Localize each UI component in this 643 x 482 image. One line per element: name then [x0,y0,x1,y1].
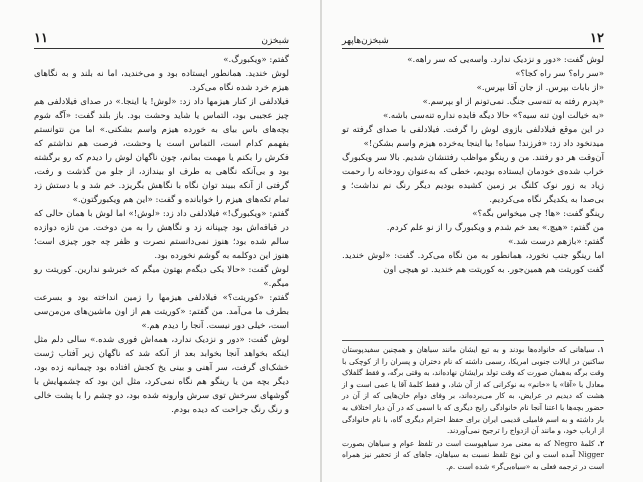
right-page [322,0,643,482]
header-rule [342,48,604,49]
paragraph: من گفتم: «هیچ.» بعد خم شدم و ویکبورگ را از نو علم کردم. [386,223,604,233]
running-title: شبخزن‌ها‌پهر [342,36,389,46]
header-rule [34,48,289,49]
paragraph: رینگو گفت: «ها! چی میخواس بگه؟» [472,209,604,219]
paragraph: آن‌وقت هر دو رفتند. من و رینگو مواظب رفتنشان شدیم. بالا سر ویکبورگ خراب شده‌ی خودمان ایستاده بودیم، خطی که به‌عنوان رودخانه را رحمت زیاد به زور نوک کلنگ بر زمین کشیده بودیم دیگر رنگ نم نداشت؛ و بی‌صدا به یکدیگر نگاه می‌کردیم. [342,153,604,205]
paragraph: فیلادلفی از کنار هیزمها داد زد: «لوش! یا اینجا.» در صدای فیلادلفی هم چیز عجیبی بود، التماس یا شاید وحشت بود. باز بلند گفت: «آگه شوم بچه‌های باس بیای به خورده هیزم واسم بشکنی.» اما من نتوانستم بفهمم کدام است، التماس است یا وحشت، فرصت هم نداشتم که فکرش را بکنم یا مهمت بمانم، چون ناگهان لوش را دیدم که رو برگشته بود و بی‌آنکه نگاهی به طرف او بیندازد، از جلو من گذشت و رفت، گرفتی از آنکه ببیند توان نگاه با نگاهش بگریزد. خم شد و با دستش زد تمام تکه‌های هیزم را خوابانده و گفت: «این هم ویکبورگتون.» [34,97,289,205]
paragraph: «به خیالت اون تنه سیه؟» حالا دیگه فایده نداره تنه‌سی باشه.» [382,111,604,121]
right-page-header [342,30,604,46]
paragraph: «سر راه؟ سر راه کجا؟» [515,69,604,79]
paragraph: لوش گفت: «دور و نزدیک ندارد، همه‌اش فوری شده.» سالی دلم مثل اینکه بخواهد آنجا بخوابد بعد از آنکه شد که ناگهان زیر آفتاب ژست خشک‌ای گرفت، سر آهنی و بینی یخ کجش افتاده بود چیمانیه زده بود، دیگر بچه من یا رینگو هم نگاه نمی‌کرد، مثل این بود که چشمهایش با گوشهای سرخش توی سرش وارونه شده بود، دو چشم را با پشت خالی و رنگ رنگ جراحت که دیده بودم. [34,335,289,415]
paragraph: گفتم: «ویکبورگ.» [223,55,289,65]
page-number: ۱۲ [590,31,604,46]
page-number: ۱۱ [34,31,48,46]
paragraph: گفتم: «کوریتت؟» فیلادلفی هیزمها را زمین انداخته بود و بسرعت بطرف ما می‌آمد. من گفتم: «کوریتت هم از اون ماشین‌های من‌من‌سی است، خیلی دور نیست. آنجا را دیدم هم.» [34,293,289,331]
left-page [0,0,321,482]
footnote-number: ۱. [597,345,604,354]
paragraph: گفتم: «بازهم درست شد.» [508,237,604,247]
paragraph: گفتم: «ویکبورگ!» فیلادلفی داد زد: «لوش!» اما لوش با همان حالی که در قیافه‌اش بود چیپنانه زد و نگاهش را به من دوخت. من تازه دوازده سالم شده بود؛ هنوز نمی‌دانستم نصرت و ظفر چه جور چیزی است؛ هنوز این دوکلمه به گوشم نخورده بود. [34,209,289,261]
footnotes [342,344,604,474]
footnote-text: سیاهانی که خانواده‌ها بودند و به تبع ایشان مانند سیاهان و همچنین سفیدپوستان ساکنین در ایالات جنوبی امریکا، رسمی داشته که نام دختران و پسران را از کوچکی با وقت برگه به‌همان صورت که وقت تولد برایشان نهاده‌اند، به وقتی برگه، و فقط گلفلاک معادل با «آقا» یا «خانم» به نوکرانی که از آن شاد، و فقط کلمۀ آقا یا عمی است و از هشت که دیدیم در عرایض، به کار می‌برده‌اند، بر وفای دوام خان‌هایی که از آن در حضور بچه‌ها با اعتنا آنجا نام خانوادگی رایج دیگری که با اسمی که در آن دیار اختلاف به بار داشته و به اسم فامیلی قدیمی ایران برای حفظ احترام دیگری گاه، با نام خانوادگی از ارباب خود، و مانند آن ازدواج را ترجیح نمی‌آوردند. [342,345,604,436]
left-page-header [34,30,289,46]
footnote [342,344,604,437]
paragraph: لوش گفت: «دور و نزدیک ندارد. واسه‌یی که سر راهه.» [407,55,604,65]
paragraph: در این موقع فیلادلفی بازوی لوش را گرفت. فیلادلفی با صدای گرفته تو میدنخود داد زد: «فرزند! سیاه! بیا اینجا یه‌خرده هیزم واسم بشکن!» [342,125,604,149]
paragraph: «پدرم رفته به تنه‌سی جنگ. نمی‌تونم از او بپرسم.» [422,97,604,107]
right-page-body [342,53,604,277]
footnote [342,438,604,473]
running-title: شبخزن [261,36,289,46]
footnote-text: کلمۀ Negro که به معنی مرد سیاهپوست است در تلفظ عوام و سیاهان بصورت Nigger آمده است و این نوع تلفظ نسبت به سیاهان، جاهای که از تحقیر نیز همراه است در ترجمه فعلی به «سیاه‌بی‌گر» شده است .م. [342,438,604,471]
paragraph: اما رینگو جنب نخورد، همانطور به من نگاه می‌کرد. گفت: «لوش خندید. گفت کوریتت هم همین‌جور. به کوریتت هم خندید. تو هیچی اون [342,251,604,275]
footnote-number: ۲. [597,438,604,448]
footnote-rule [342,340,604,341]
left-page-body [34,53,289,417]
paragraph: لوش خندید. همانطور ایستاده بود و می‌خندید، اما نه بلند و به نگاهای هیزم خرد شده نگاه می‌کرد. [34,69,289,93]
paragraph: «از بابات بپرس. از جان آقا بپرس.» [476,83,604,93]
paragraph: لوش گفت: «حالا یکی دیگه‌م بهتون میگم که خبرشو ندارین. کوریتت رو میگم.» [34,265,289,289]
